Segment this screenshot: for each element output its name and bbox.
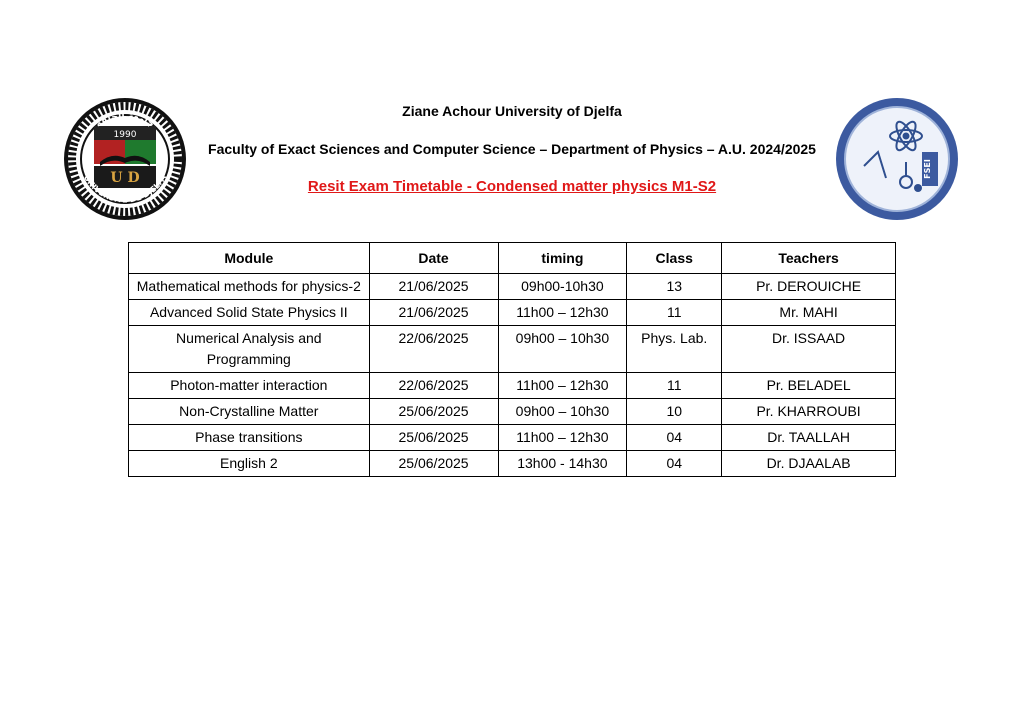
cell-teacher: Pr. DEROUICHE	[722, 274, 896, 300]
column-header-timing: timing	[498, 243, 627, 274]
cell-class: 04	[627, 425, 722, 451]
logo-ring-text: UNIVERSITÉ DE DJELFA	[81, 173, 169, 205]
logo-arabic-text: جامعة الجلفة	[94, 111, 156, 130]
cell-module: Phase transitions	[129, 425, 370, 451]
cell-module: Numerical Analysis and Programming	[129, 326, 370, 373]
logo-year: 1990	[113, 130, 137, 140]
cell-class: 13	[627, 274, 722, 300]
cell-module: Advanced Solid State Physics II	[129, 300, 370, 326]
table-row	[129, 425, 896, 451]
university-name: Ziane Achour University of Djelfa	[402, 103, 622, 119]
table-row	[129, 451, 896, 477]
cell-class: 11	[627, 300, 722, 326]
cell-timing: 11h00 – 12h30	[498, 373, 627, 399]
exam-timetable	[128, 242, 896, 477]
cell-module: English 2	[129, 451, 370, 477]
cell-date: 22/06/2025	[369, 373, 498, 399]
column-header-teachers: Teachers	[722, 243, 896, 274]
cell-timing: 09h00-10h30	[498, 274, 627, 300]
page-title: Resit Exam Timetable - Condensed matter physics M1-S2	[307, 178, 717, 195]
table-row	[129, 274, 896, 300]
table-row	[129, 300, 896, 326]
cell-module: Non-Crystalline Matter	[129, 399, 370, 425]
cell-teacher: Mr. MAHI	[722, 300, 896, 326]
cell-teacher: Pr. BELADEL	[722, 373, 896, 399]
table-row	[129, 373, 896, 399]
cell-teacher: Dr. TAALLAH	[722, 425, 896, 451]
cell-class: Phys. Lab.	[627, 326, 722, 373]
table-row	[129, 326, 896, 373]
cell-timing: 13h00 - 14h30	[498, 451, 627, 477]
cell-teacher: Dr. ISSAAD	[722, 326, 896, 373]
cell-date: 25/06/2025	[369, 451, 498, 477]
logo-letters: U D	[110, 170, 140, 186]
cell-class: 04	[627, 451, 722, 477]
logo-acronym: FSEI	[923, 159, 932, 179]
column-header-date: Date	[369, 243, 498, 274]
cell-timing: 11h00 – 12h30	[498, 425, 627, 451]
column-header-class: Class	[627, 243, 722, 274]
cell-date: 21/06/2025	[369, 300, 498, 326]
cell-teacher: Dr. DJAALAB	[722, 451, 896, 477]
cell-teacher: Pr. KHARROUBI	[722, 399, 896, 425]
table-header-row	[129, 243, 896, 274]
cell-timing: 09h00 – 10h30	[498, 326, 627, 373]
cell-module: Photon-matter interaction	[129, 373, 370, 399]
faculty-line: Faculty of Exact Sciences and Computer Science – Department of Physics – A.U. 2024/2025	[208, 141, 816, 157]
faculty-logo	[834, 96, 960, 222]
cell-timing: 11h00 – 12h30	[498, 300, 627, 326]
cell-date: 25/06/2025	[369, 399, 498, 425]
cell-class: 11	[627, 373, 722, 399]
cell-timing: 09h00 – 10h30	[498, 399, 627, 425]
cell-date: 21/06/2025	[369, 274, 498, 300]
cell-class: 10	[627, 399, 722, 425]
cell-module: Mathematical methods for physics-2	[129, 274, 370, 300]
document-header	[0, 0, 1024, 230]
table-row	[129, 399, 896, 425]
column-header-module: Module	[129, 243, 370, 274]
cell-date: 22/06/2025	[369, 326, 498, 373]
cell-date: 25/06/2025	[369, 425, 498, 451]
